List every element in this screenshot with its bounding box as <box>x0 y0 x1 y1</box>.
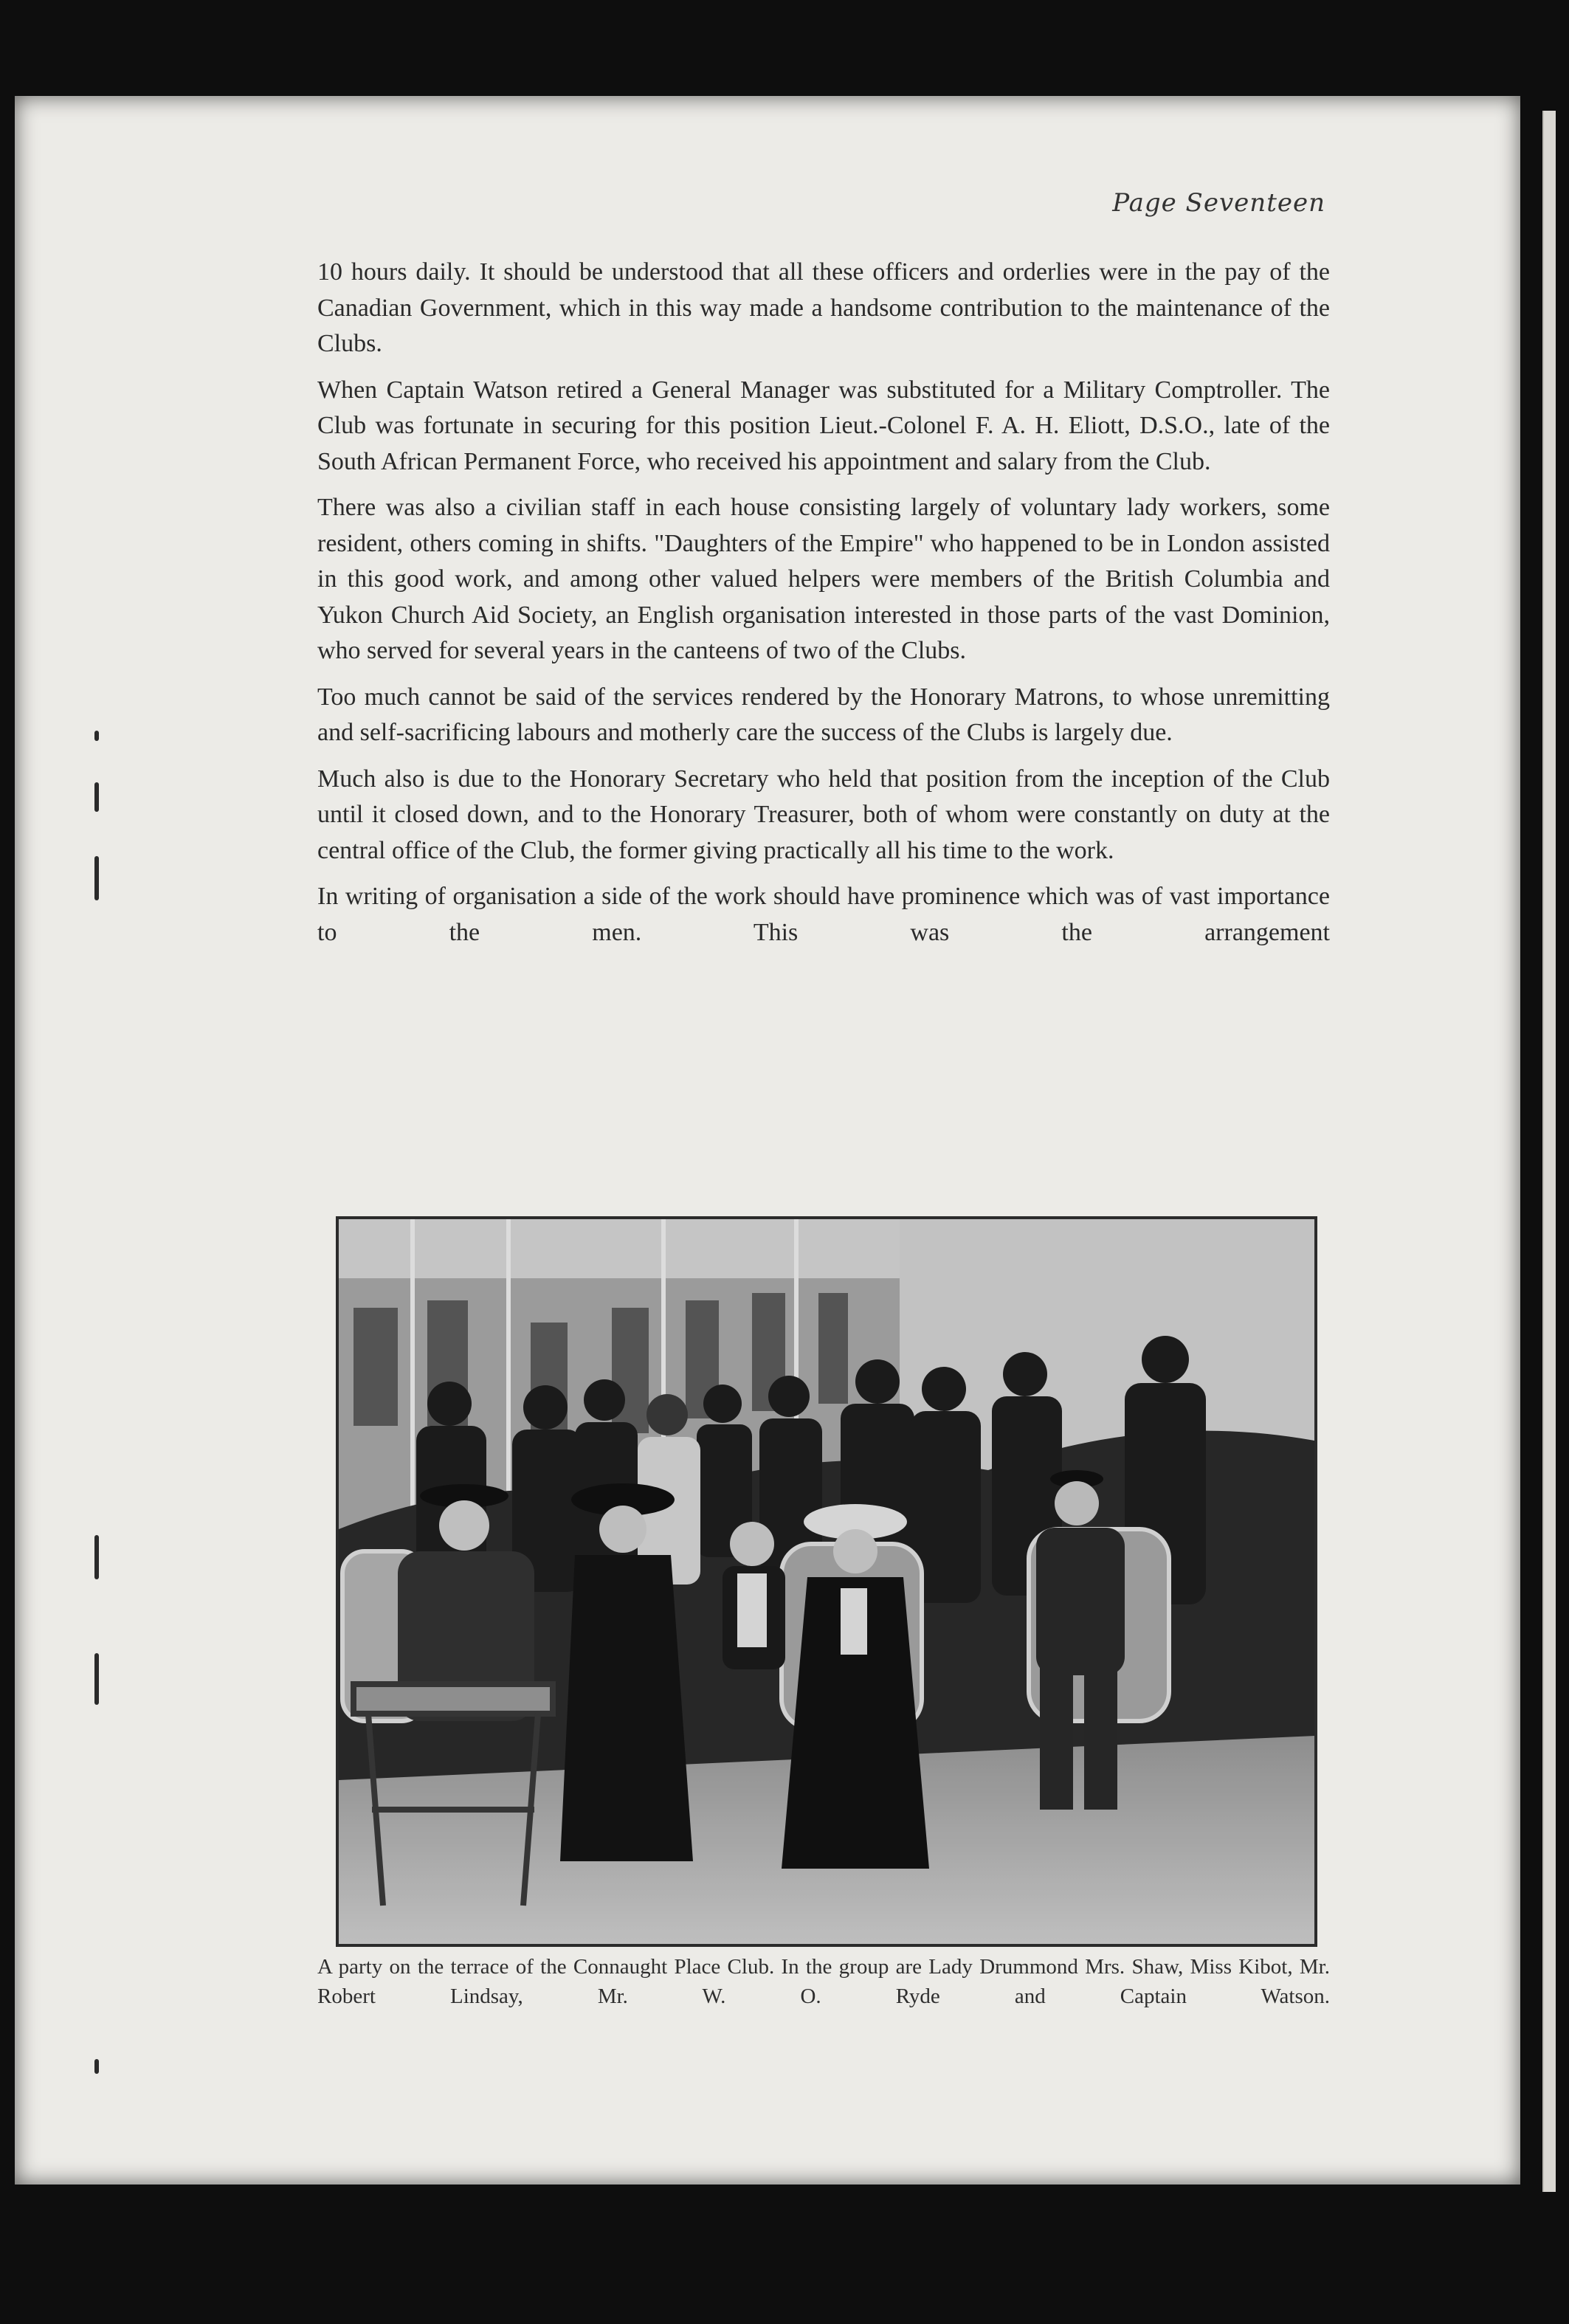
gutter-mark <box>94 2059 99 2074</box>
body-text <box>317 255 1330 961</box>
paragraph: There was also a civilian staff in each house consisting largely of voluntary lady workers, some resident, others coming in shifts. "Daughters of the Empire" who happened to be in London assisted in this good work, and among other valued helpers were members of the British Columbia and Yukon Church Aid Society, an English organisation interested in those parts of the vast Dominion, who served for several years in the canteens of two of the Clubs. <box>317 494 1330 664</box>
photo-caption: A party on the terrace of the Connaught Place Club. In the group are Lady Drummond Mrs. Shaw, Miss Kibot, Mr. Robert Lindsay, Mr. W. O. Ryde and Captain Watson. <box>317 1955 1330 2008</box>
paragraph: When Captain Watson retired a General Manager was substituted for a Military Comptroller. The Club was fortunate in securing for this position Lieut.-Colonel F. A. H. Eliott, D.S.O., late of the South African Permanent Force, who received his appointment and salary from the Club. <box>317 376 1330 475</box>
gutter-mark <box>94 1653 99 1705</box>
paragraph: In writing of organisation a side of the work should have prominence which was of vast importance to the men. This was the arrangement <box>317 883 1330 946</box>
paragraph: Too much cannot be said of the services rendered by the Honorary Matrons, to whose unremitting and self-sacrificing labours and motherly care the success of the Clubs is largely due. <box>317 683 1330 746</box>
photograph-image <box>339 1219 1314 1944</box>
page-number-header: Page Seventeen <box>1112 188 1325 218</box>
gutter-mark <box>94 856 99 900</box>
gutter-mark <box>94 782 99 812</box>
gutter-mark <box>94 731 99 741</box>
gutter-mark <box>94 1535 99 1579</box>
group-photograph <box>336 1216 1317 1947</box>
paragraph: Much also is due to the Honorary Secretary who held that position from the inception of the Club until it closed down, and to the Honorary Treasurer, both of whom were constantly on duty at the central office of the Club, the former giving practically all his time to the work. <box>317 765 1330 864</box>
paragraph: 10 hours daily. It should be understood that all these officers and orderlies were in the pay of the Canadian Government, which in this way made a handsome contribution to the maintenance of the Clubs. <box>317 258 1330 357</box>
page-edge <box>1542 111 1556 2192</box>
